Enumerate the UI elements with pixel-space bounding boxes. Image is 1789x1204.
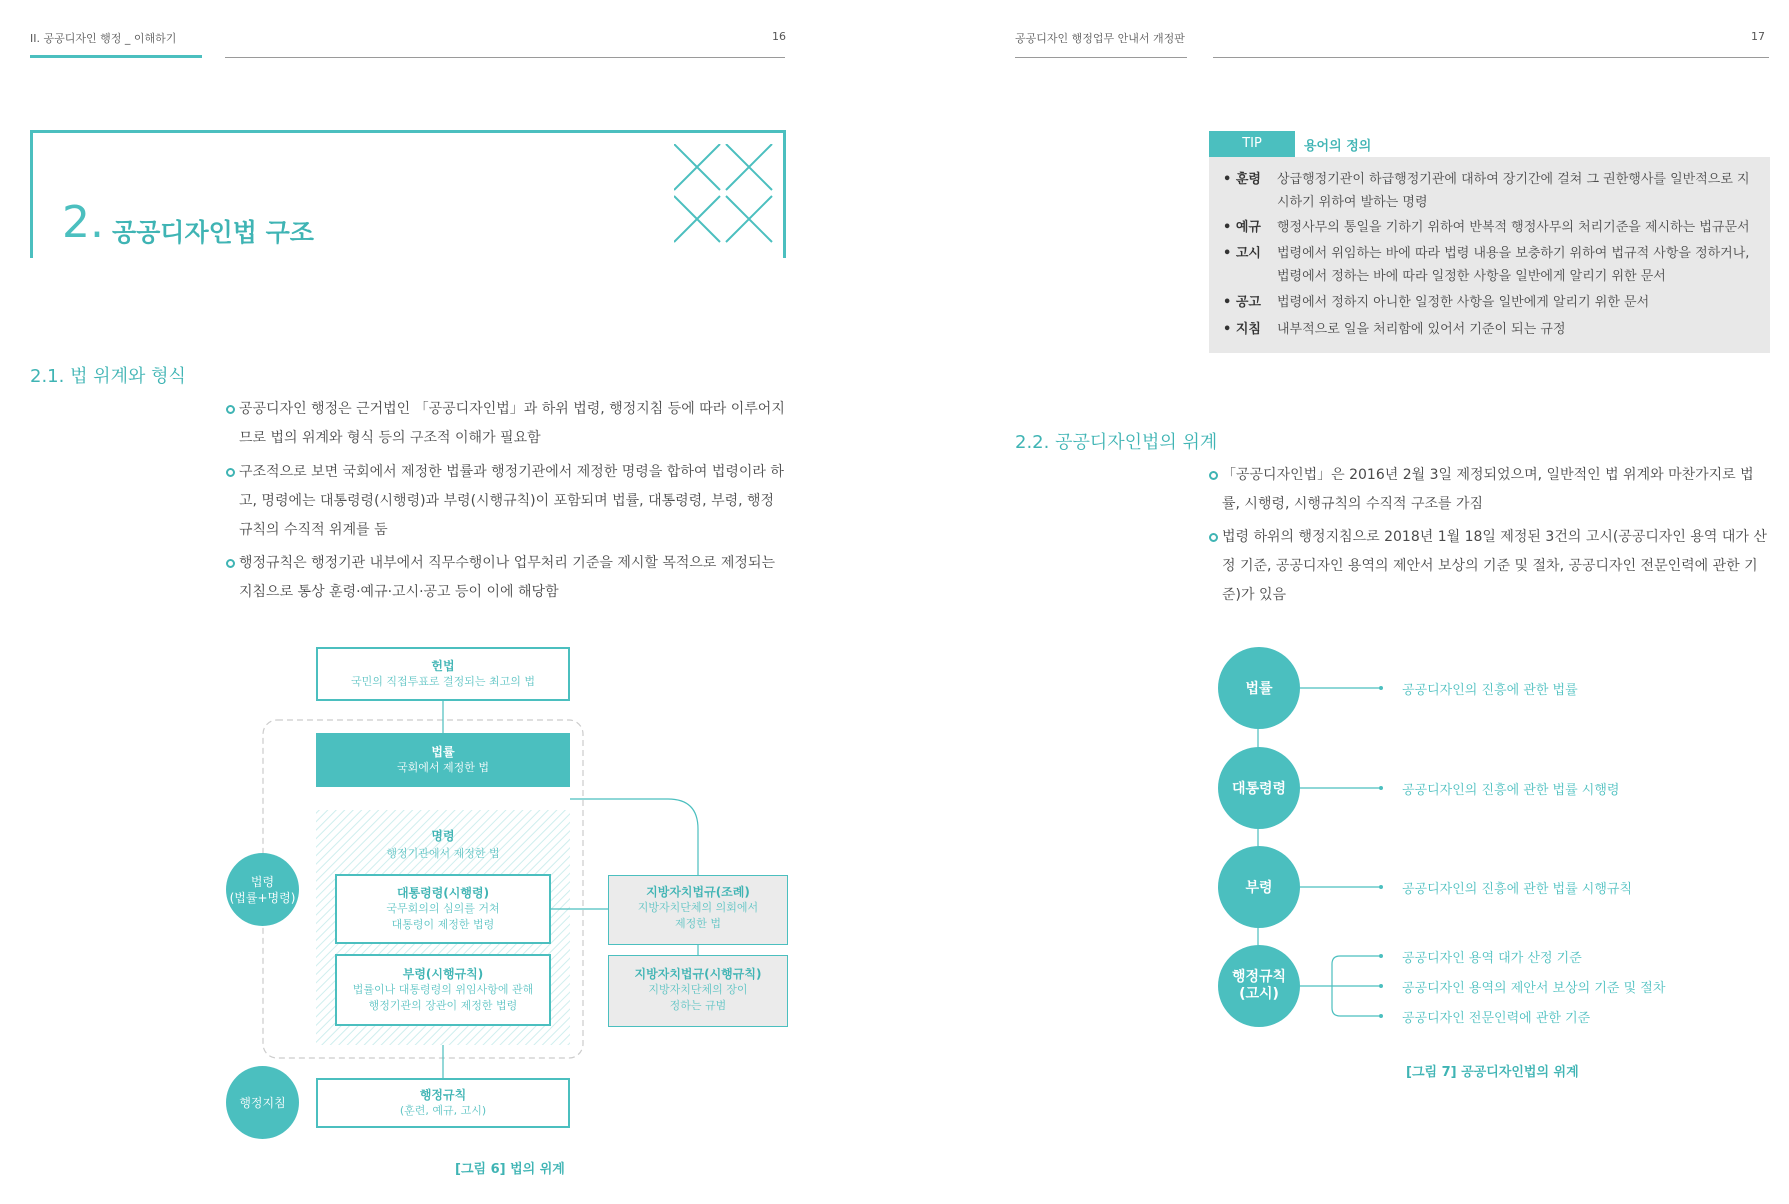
circle-admin-guideline: 행정지침 xyxy=(226,1066,299,1139)
target-notice-1: 공공디자인 용역 대가 산정 기준 xyxy=(1402,951,1582,966)
left-page-number: 16 xyxy=(772,30,786,43)
bullet-2-1-1: 공공디자인 행정은 근거법인 「공공디자인법」과 하위 법령, 행정지침 등에 따라 이루어지므로 법의 위계와 형식 등의 구조적 이해가 필요함 xyxy=(239,395,787,453)
target-notice-2: 공공디자인 용역의 제안서 보상의 기준 및 절차 xyxy=(1402,981,1666,996)
bullet-circle-icon xyxy=(1209,533,1218,542)
left-header-section: II. 공공디자인 행정 _ 이해하기 xyxy=(30,32,177,45)
tip-item-jichim: • 지침 내부적으로 일을 처리함에 있어서 기준이 되는 규정 xyxy=(1223,322,1566,337)
tip-item-gosi: • 고시 법령에서 위임하는 바에 따라 법령 내용을 보충하기 위하여 법규적 사항을 정하거나, 법령에서 정하는 바에 따라 일정한 사항을 일반에게 알리기 위한 문서 xyxy=(1223,246,1750,284)
figure7-connectors xyxy=(1000,600,1789,1060)
chapter-title: 공공디자인법 구조 xyxy=(112,218,314,247)
box-admin-rule: 행정규칙 (훈련, 예규, 고시) xyxy=(316,1078,570,1128)
section-2-1-title: 2.1. 법 위계와 형식 xyxy=(30,366,186,387)
tip-title: 용어의 정의 xyxy=(1304,139,1372,154)
tip-badge: TIP xyxy=(1209,131,1295,157)
chapter-number: 2. xyxy=(62,197,104,248)
label-order: 명령 행정기관에서 제정한 법 xyxy=(386,829,500,860)
right-header-rule xyxy=(1213,57,1769,58)
node-presidential-decree: 대통령령 xyxy=(1218,747,1300,829)
tip-item-yegyu: • 예규 행정사무의 통일을 기하기 위하여 반복적 행정사무의 처리기준을 제시하는 법규문서 xyxy=(1223,220,1750,235)
right-page-number: 17 xyxy=(1751,30,1765,43)
bullet-2-2-1: 「공공디자인법」은 2016년 2월 3일 제정되었으며, 일반적인 법 위계와 마찬가지로 법률, 시행령, 시행규칙의 수직적 구조를 가짐 xyxy=(1222,461,1770,519)
bullet-2-2-2: 법령 하위의 행정지침으로 2018년 1월 18일 제정된 3건의 고시(공공디자인 용역 대가 산정 기준, 공공디자인 용역의 제안서 보상의 기준 및 절차, 공공디자인 전문인력에 관한 기준)가 있음 xyxy=(1222,523,1770,610)
node-ministerial-decree: 부령 xyxy=(1218,846,1300,928)
bullet-2-1-2: 구조적으로 보면 국회에서 제정한 법률과 행정기관에서 제정한 명령을 합하여 법령이라 하고, 명령에는 대통령령(시행령)과 부령(시행규칙)이 포함되며 법률, 대통령령, 부령, 행정규칙의 수직적 위계를 둠 xyxy=(239,458,787,545)
node-law: 법률 xyxy=(1218,647,1300,729)
target-law: 공공디자인의 진흥에 관한 법률 xyxy=(1402,683,1578,698)
bullet-2-1-3: 행정규칙은 행정기관 내부에서 직무수행이나 업무처리 기준을 제시할 목적으로 제정되는 지침으로 통상 훈령·예규·고시·공고 등이 이에 해당함 xyxy=(239,549,787,607)
circle-laws: 법령 (법률+명령) xyxy=(226,853,299,926)
box-law: 법률 국회에서 제정한 법 xyxy=(316,733,570,787)
box-ministerial-decree: 부령(시행규칙) 법률이나 대통령령의 위임사항에 관해 행정기관의 장관이 제정한 법령 xyxy=(335,954,551,1026)
box-constitution: 헌법 국민의 직접투표로 결정되는 최고의 법 xyxy=(316,647,570,701)
node-admin-rule: 행정규칙 (고시) xyxy=(1218,945,1300,1027)
right-header-short-rule xyxy=(1015,57,1187,58)
box-local-rule: 지방자치법규(시행규칙) 지방자치단체의 장이 정하는 규범 xyxy=(608,955,788,1027)
figure6-caption: [그림 6] 법의 위계 xyxy=(455,1162,565,1177)
section-2-2-title: 2.2. 공공디자인법의 위계 xyxy=(1015,432,1218,453)
box-local-ordinance: 지방자치법규(조례) 지방자치단체의 의회에서 제정한 법 xyxy=(608,875,788,945)
tip-box xyxy=(1209,131,1770,353)
tip-item-gonggo: • 공고 법령에서 정하지 아니한 일정한 사항을 일반에게 알리기 위한 문서 xyxy=(1223,295,1650,310)
target-enforcement-rule: 공공디자인의 진흥에 관한 법률 시행규칙 xyxy=(1402,882,1633,897)
figure7-caption: [그림 7] 공공디자인법의 위계 xyxy=(1406,1065,1579,1080)
right-header-title: 공공디자인 행정업무 안내서 개정판 xyxy=(1015,32,1185,45)
box-presidential-decree: 대통령령(시행령) 국무회의의 심의를 거쳐 대통령이 제정한 법령 xyxy=(335,874,551,944)
target-enforcement-decree: 공공디자인의 진흥에 관한 법률 시행령 xyxy=(1402,783,1620,798)
tip-item-hunryeong: • 훈령 상급행정기관이 하급행정기관에 대하여 장기간에 걸쳐 그 권한행사를 일반적으로 지시하기 위하여 발하는 명령 xyxy=(1223,172,1750,210)
target-notice-3: 공공디자인 전문인력에 관한 기준 xyxy=(1402,1011,1591,1026)
bullet-circle-icon xyxy=(1209,471,1218,480)
